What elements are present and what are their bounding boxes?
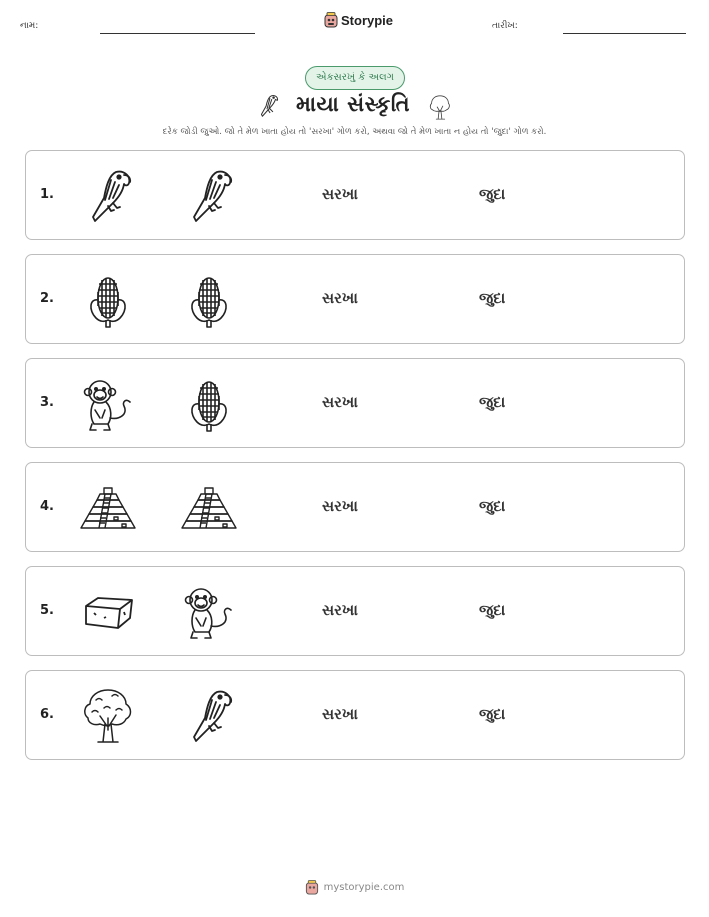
- question-row: [25, 358, 685, 448]
- question-row: [25, 254, 685, 344]
- question-row: [25, 462, 685, 552]
- same-option[interactable]: સરખા: [322, 393, 358, 411]
- same-option[interactable]: સરખા: [322, 705, 358, 723]
- corn-picture: [179, 270, 239, 330]
- page-footer: [0, 880, 709, 898]
- parrot-icon: [254, 90, 282, 122]
- same-option[interactable]: સરખા: [322, 289, 358, 307]
- parrot-picture: [179, 166, 239, 226]
- corn-drawing: [179, 374, 239, 434]
- same-option[interactable]: સરખા: [322, 601, 358, 619]
- monkey-picture: [179, 582, 239, 642]
- different-option[interactable]: જુદા: [479, 601, 506, 619]
- question-number: 1.: [40, 187, 54, 202]
- pyramid-picture: [78, 478, 138, 538]
- question-number: 2.: [40, 291, 54, 306]
- corn-picture: [78, 270, 138, 330]
- page-title: માયા સંસ્કૃતિ: [296, 92, 411, 116]
- monkey-drawing: [179, 582, 239, 642]
- corn-drawing: [78, 270, 138, 330]
- tree-picture: [78, 686, 138, 746]
- different-option[interactable]: જુદા: [479, 497, 506, 515]
- tree-drawing: [78, 686, 138, 746]
- monkey-picture: [78, 374, 138, 434]
- corn-drawing: [179, 270, 239, 330]
- stone-block-picture: [78, 582, 138, 642]
- title-row: [250, 90, 460, 124]
- question-list: [25, 150, 685, 774]
- storypie-logo: [324, 12, 393, 28]
- question-row: [25, 670, 685, 760]
- same-option[interactable]: સરખા: [322, 497, 358, 515]
- monkey-drawing: [78, 374, 138, 434]
- pyramid-drawing: [78, 478, 138, 538]
- question-number: 3.: [40, 395, 54, 410]
- date-field-line[interactable]: [563, 33, 686, 34]
- pyramid-drawing: [179, 478, 239, 538]
- parrot-picture: [179, 686, 239, 746]
- different-option[interactable]: જુદા: [479, 393, 506, 411]
- worksheet-header: [0, 0, 709, 50]
- parrot-drawing: [78, 166, 138, 226]
- stone-block-drawing: [78, 582, 138, 642]
- different-option[interactable]: જુદા: [479, 185, 506, 203]
- question-row: [25, 150, 685, 240]
- parrot-drawing: [179, 686, 239, 746]
- name-label: નામ:: [20, 21, 39, 31]
- footer-website[interactable]: mystorypie.com: [323, 882, 405, 893]
- topic-tag: એકસરખું કે અલગ: [305, 66, 405, 90]
- question-number: 6.: [40, 707, 54, 722]
- corn-picture: [179, 374, 239, 434]
- different-option[interactable]: જુદા: [479, 289, 506, 307]
- name-field-line[interactable]: [100, 33, 255, 34]
- date-label: તારીખ:: [492, 21, 518, 31]
- different-option[interactable]: જુદા: [479, 705, 506, 723]
- question-number: 4.: [40, 499, 54, 514]
- tree-icon: [426, 91, 454, 123]
- question-row: [25, 566, 685, 656]
- brand-name: Storypie: [341, 12, 394, 28]
- parrot-picture: [78, 166, 138, 226]
- pyramid-picture: [179, 478, 239, 538]
- storypie-mascot-icon: [305, 880, 319, 895]
- question-number: 5.: [40, 603, 54, 618]
- storypie-mascot-icon: [324, 12, 338, 28]
- parrot-drawing: [179, 166, 239, 226]
- same-option[interactable]: સરખા: [322, 185, 358, 203]
- instructions-text: દરેક જોડી જુઓ. જો તે મેળ ખાતા હોય તો 'સરખા' ગોળ કરો, અથવા જો તે મેળ ખાતા ન હોય તો 'જુદા' ગોળ કરો.: [162, 127, 547, 137]
